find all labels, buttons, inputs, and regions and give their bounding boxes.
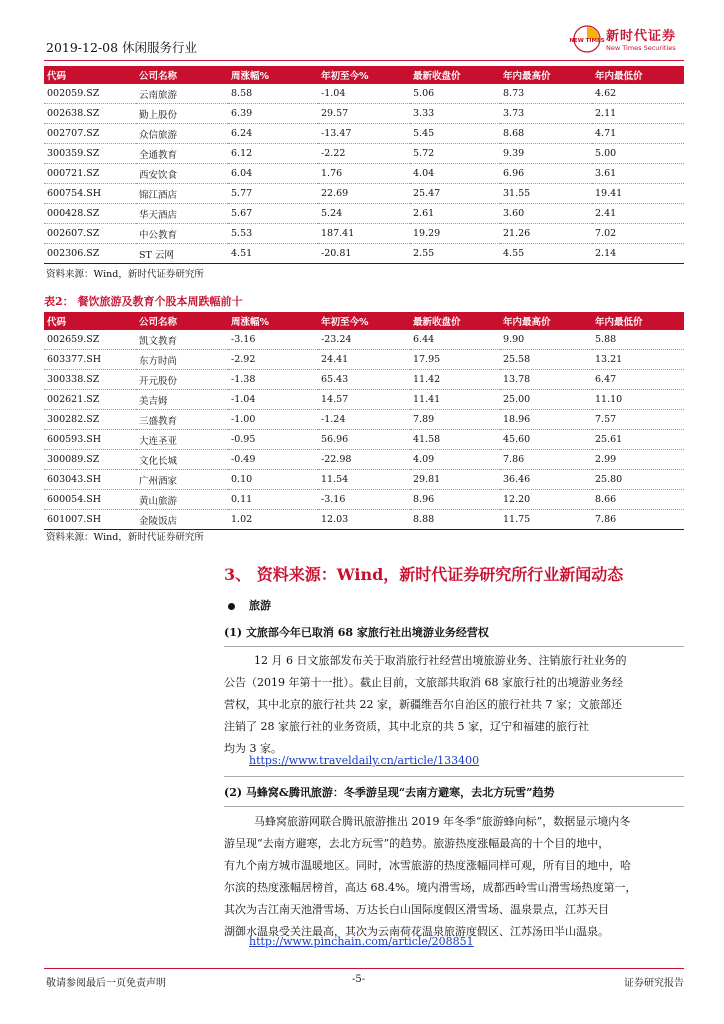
table-cell: -0.95 [228, 430, 318, 450]
column-header: 代码 [44, 312, 136, 330]
column-header: 周涨幅% [228, 66, 318, 84]
table-cell: 11.75 [500, 510, 592, 530]
news-separator [224, 776, 684, 777]
table-cell: 13.78 [500, 370, 592, 390]
table-cell: 25.58 [500, 350, 592, 370]
table-cell: 8.66 [592, 490, 684, 510]
table-cell: 21.26 [500, 224, 592, 244]
table-row [44, 470, 684, 490]
table-cell: 2.99 [592, 450, 684, 470]
bullet-dot-icon [228, 603, 235, 610]
table-cell: -1.24 [318, 410, 410, 430]
table-cell: 7.89 [410, 410, 500, 430]
column-header: 公司名称 [136, 66, 228, 84]
column-header: 最新收盘价 [410, 312, 500, 330]
table-cell: 5.77 [228, 184, 318, 204]
table-cell: 4.09 [410, 450, 500, 470]
news-title-1: (1) 文旅部今年已取消 68 家旅行社出境游业务经营权 [224, 624, 684, 647]
table-row [44, 490, 684, 510]
table-cell: 9.90 [500, 330, 592, 350]
news-title-2: (2) 马蜂窝&腾讯旅游：冬季游呈现“去南方避寒，去北方玩雪”趋势 [224, 784, 684, 807]
table-cell: 锦江酒店 [136, 184, 228, 204]
table-cell: 3.33 [410, 104, 500, 124]
logo-english-name: New Times Securities [606, 44, 676, 52]
table-cell: -1.00 [228, 410, 318, 430]
table-row [44, 224, 684, 244]
footer-disclaimer: 敬请参阅最后一页免责声明 [46, 978, 166, 989]
news-2-line: 湖御水温泉受关注最高，其次为云南荷花温泉旅游度假区、江苏汤田半山温泉。 [224, 925, 609, 938]
table-cell: 300338.SZ [44, 370, 136, 390]
brand-logo [569, 22, 684, 60]
news-2-line: 有九个南方城市温暖地区。同时，冰雪旅游的热度涨幅同样可观，所有目的地中，哈 [224, 859, 631, 872]
table-cell: 5.06 [410, 84, 500, 104]
column-header: 公司名称 [136, 312, 228, 330]
table-row [44, 350, 684, 370]
table-cell: 5.88 [592, 330, 684, 350]
table-row [44, 430, 684, 450]
table-cell: 美吉姆 [136, 390, 228, 410]
table-cell: 4.71 [592, 124, 684, 144]
table-cell: 0.10 [228, 470, 318, 490]
table-cell: 000721.SZ [44, 164, 136, 184]
table-row [44, 450, 684, 470]
table-cell: 7.02 [592, 224, 684, 244]
table-cell: 2.11 [592, 104, 684, 124]
table-cell: 广州酒家 [136, 470, 228, 490]
table-cell: ST 云网 [136, 244, 228, 264]
table-cell: -1.38 [228, 370, 318, 390]
table-cell: 19.29 [410, 224, 500, 244]
table-cell: 25.80 [592, 470, 684, 490]
table-cell: 4.04 [410, 164, 500, 184]
table-cell: 8.96 [410, 490, 500, 510]
table-cell: 6.12 [228, 144, 318, 164]
table-cell: 5.24 [318, 204, 410, 224]
table-cell: 300282.SZ [44, 410, 136, 430]
table-cell: 西安饮食 [136, 164, 228, 184]
table-cell: -2.22 [318, 144, 410, 164]
news-2-line: 马蜂窝旅游网联合腾讯旅游推出 2019 年冬季“旅游蜂向标”，数据显示境内冬 [254, 815, 631, 828]
table-cell: 0.11 [228, 490, 318, 510]
table-cell: 众信旅游 [136, 124, 228, 144]
table-cell: 11.42 [410, 370, 500, 390]
news-1-line: 营权，其中北京的旅行社共 22 家，新疆维吾尔自治区的旅行社共 7 家；文旅部还 [224, 698, 622, 711]
bullet-tourism [228, 597, 271, 613]
table-cell: 002306.SZ [44, 244, 136, 264]
table-cell: 5.67 [228, 204, 318, 224]
table-cell: 华天酒店 [136, 204, 228, 224]
table-cell: 三盛教育 [136, 410, 228, 430]
table-cell: -13.47 [318, 124, 410, 144]
table-row [44, 370, 684, 390]
news-body-1 [224, 650, 686, 760]
table-cell: 36.46 [500, 470, 592, 490]
table-cell: 6.04 [228, 164, 318, 184]
column-header: 年内最高价 [500, 312, 592, 330]
bullet-label: 旅游 [249, 599, 271, 612]
news-body-2 [224, 811, 686, 943]
section-title: 3、 资料来源：Wind，新时代证券研究所行业新闻动态 [224, 565, 624, 584]
news-link-1[interactable]: https://www.traveldaily.cn/article/133400 [249, 754, 480, 767]
table-cell: 1.76 [318, 164, 410, 184]
news-2-line: 尔滨的热度涨幅居榜首，高达 68.4%。境内滑雪场，成都西岭雪山滑雪场热度第一， [224, 881, 637, 894]
table-cell: 6.24 [228, 124, 318, 144]
table-cell: 25.47 [410, 184, 500, 204]
table-cell: 002621.SZ [44, 390, 136, 410]
table-cell: 4.55 [500, 244, 592, 264]
table-cell: 1.02 [228, 510, 318, 530]
table-cell: 7.86 [500, 450, 592, 470]
table-cell: 65.43 [318, 370, 410, 390]
losers-table [44, 312, 684, 530]
table-cell: 开元股份 [136, 370, 228, 390]
table-cell: -1.04 [318, 84, 410, 104]
table-cell: 31.55 [500, 184, 592, 204]
table-cell: 002638.SZ [44, 104, 136, 124]
table-cell: 18.96 [500, 410, 592, 430]
table-row [44, 124, 684, 144]
footer-rule [44, 968, 684, 969]
table-cell: 凯文教育 [136, 330, 228, 350]
column-header: 年内最高价 [500, 66, 592, 84]
column-header: 周涨幅% [228, 312, 318, 330]
news-1-line: 12 月 6 日文旅部发布关于取消旅行社经营出境旅游业务、注销旅行社业务的 [254, 654, 627, 667]
table-cell: 41.58 [410, 430, 500, 450]
table-cell: 3.73 [500, 104, 592, 124]
table-cell: 002607.SZ [44, 224, 136, 244]
logo-chinese-name: 新时代证券 [606, 29, 677, 44]
column-header: 最新收盘价 [410, 66, 500, 84]
table-row [44, 410, 684, 430]
header-rule [44, 60, 684, 61]
table-cell: 300089.SZ [44, 450, 136, 470]
table-row [44, 204, 684, 224]
table-cell: 000428.SZ [44, 204, 136, 224]
table-cell: 5.00 [592, 144, 684, 164]
table-cell: 3.61 [592, 164, 684, 184]
table-cell: -3.16 [228, 330, 318, 350]
table-cell: 5.53 [228, 224, 318, 244]
table-cell: 19.41 [592, 184, 684, 204]
table-cell: 600054.SH [44, 490, 136, 510]
table-cell: 2.41 [592, 204, 684, 224]
table-cell: 6.39 [228, 104, 318, 124]
news-1-line: 注销了 28 家旅行社的业务资质，其中北京的共 5 家，辽宁和福建的旅行社 [224, 720, 589, 733]
table-cell: 14.57 [318, 390, 410, 410]
table-cell: 29.57 [318, 104, 410, 124]
table-cell: 全通教育 [136, 144, 228, 164]
table-cell: 603043.SH [44, 470, 136, 490]
table-row [44, 104, 684, 124]
table-cell: 2.61 [410, 204, 500, 224]
news-2-line: 游呈现“去南方避寒，去北方玩雪”的趋势。旅游热度涨幅最高的十个目的地中， [224, 837, 610, 850]
header-date-industry: 2019-12-08 休闲服务行业 [46, 40, 198, 55]
news-1-line: 公告（2019 年第十一批）。截止目前，文旅部共取消 68 家旅行社的出境游业务经 [224, 676, 623, 689]
table-cell: 9.39 [500, 144, 592, 164]
table-row [44, 164, 684, 184]
table-cell: 8.88 [410, 510, 500, 530]
table-cell: 12.20 [500, 490, 592, 510]
table-cell: 5.45 [410, 124, 500, 144]
table-row [44, 244, 684, 264]
table-cell: 45.60 [500, 430, 592, 450]
table-row [44, 510, 684, 530]
table1-source: 资料来源：Wind，新时代证券研究所 [46, 269, 204, 280]
table-cell: 8.68 [500, 124, 592, 144]
column-header: 代码 [44, 66, 136, 84]
table-cell: 22.69 [318, 184, 410, 204]
news-link-2[interactable]: http://www.pinchain.com/article/208851 [249, 935, 474, 948]
table-cell: 56.96 [318, 430, 410, 450]
table-cell: 601007.SH [44, 510, 136, 530]
table-cell: 4.51 [228, 244, 318, 264]
table-cell: 300359.SZ [44, 144, 136, 164]
table-cell: -0.49 [228, 450, 318, 470]
table-cell: -23.24 [318, 330, 410, 350]
table-cell: 文化长城 [136, 450, 228, 470]
table-cell: 6.96 [500, 164, 592, 184]
table-cell: 187.41 [318, 224, 410, 244]
table-cell: 25.61 [592, 430, 684, 450]
table-cell: 24.41 [318, 350, 410, 370]
table-cell: 7.57 [592, 410, 684, 430]
table-cell: -2.92 [228, 350, 318, 370]
logo-mark-text: NEW TIMES [569, 38, 605, 44]
logo-icon [569, 24, 605, 54]
gainers-table [44, 66, 684, 264]
news-1-line: 均为 3 家。 [224, 742, 282, 755]
table-cell: 勤上股份 [136, 104, 228, 124]
table-cell: 13.21 [592, 350, 684, 370]
table-cell: 11.54 [318, 470, 410, 490]
table-cell: 大连圣亚 [136, 430, 228, 450]
footer-page-number: -5- [352, 974, 366, 985]
table-cell: 2.14 [592, 244, 684, 264]
table-cell: 3.60 [500, 204, 592, 224]
table-cell: 黄山旅游 [136, 490, 228, 510]
table-cell: 002059.SZ [44, 84, 136, 104]
footer-report-type: 证券研究报告 [624, 978, 684, 989]
table-cell: 002707.SZ [44, 124, 136, 144]
table-cell: 25.00 [500, 390, 592, 410]
table-row [44, 84, 684, 104]
table-cell: 603377.SH [44, 350, 136, 370]
table-cell: -1.04 [228, 390, 318, 410]
table-cell: 金陵饭店 [136, 510, 228, 530]
news-2-line: 其次为吉江南天池滑雪场、万达长白山国际度假区滑雪场、温泉景点，江苏天目 [224, 903, 609, 916]
table-cell: 7.86 [592, 510, 684, 530]
table-cell: 5.72 [410, 144, 500, 164]
table-cell: -3.16 [318, 490, 410, 510]
table-cell: 600593.SH [44, 430, 136, 450]
column-header: 年初至今% [318, 66, 410, 84]
table-cell: 云南旅游 [136, 84, 228, 104]
table-row [44, 184, 684, 204]
table-row [44, 330, 684, 350]
column-header: 年初至今% [318, 312, 410, 330]
table-row [44, 144, 684, 164]
table-cell: 2.55 [410, 244, 500, 264]
table-cell: 东方时尚 [136, 350, 228, 370]
table-cell: 002659.SZ [44, 330, 136, 350]
table-cell: 6.47 [592, 370, 684, 390]
table-cell: -20.81 [318, 244, 410, 264]
table-cell: 29.81 [410, 470, 500, 490]
table2-caption: 表2： 餐饮旅游及教育个股本周跌幅前十 [44, 295, 243, 308]
table-cell: 8.58 [228, 84, 318, 104]
column-header: 年内最低价 [592, 312, 684, 330]
table2-source: 资料来源：Wind，新时代证券研究所 [46, 532, 204, 543]
table-cell: 中公教育 [136, 224, 228, 244]
table-cell: 17.95 [410, 350, 500, 370]
table-cell: 12.03 [318, 510, 410, 530]
table-cell: 11.10 [592, 390, 684, 410]
table-cell: 600754.SH [44, 184, 136, 204]
table-cell: 4.62 [592, 84, 684, 104]
table-cell: 8.73 [500, 84, 592, 104]
table-cell: 6.44 [410, 330, 500, 350]
table-cell: 11.41 [410, 390, 500, 410]
column-header: 年内最低价 [592, 66, 684, 84]
table-row [44, 390, 684, 410]
table-cell: -22.98 [318, 450, 410, 470]
